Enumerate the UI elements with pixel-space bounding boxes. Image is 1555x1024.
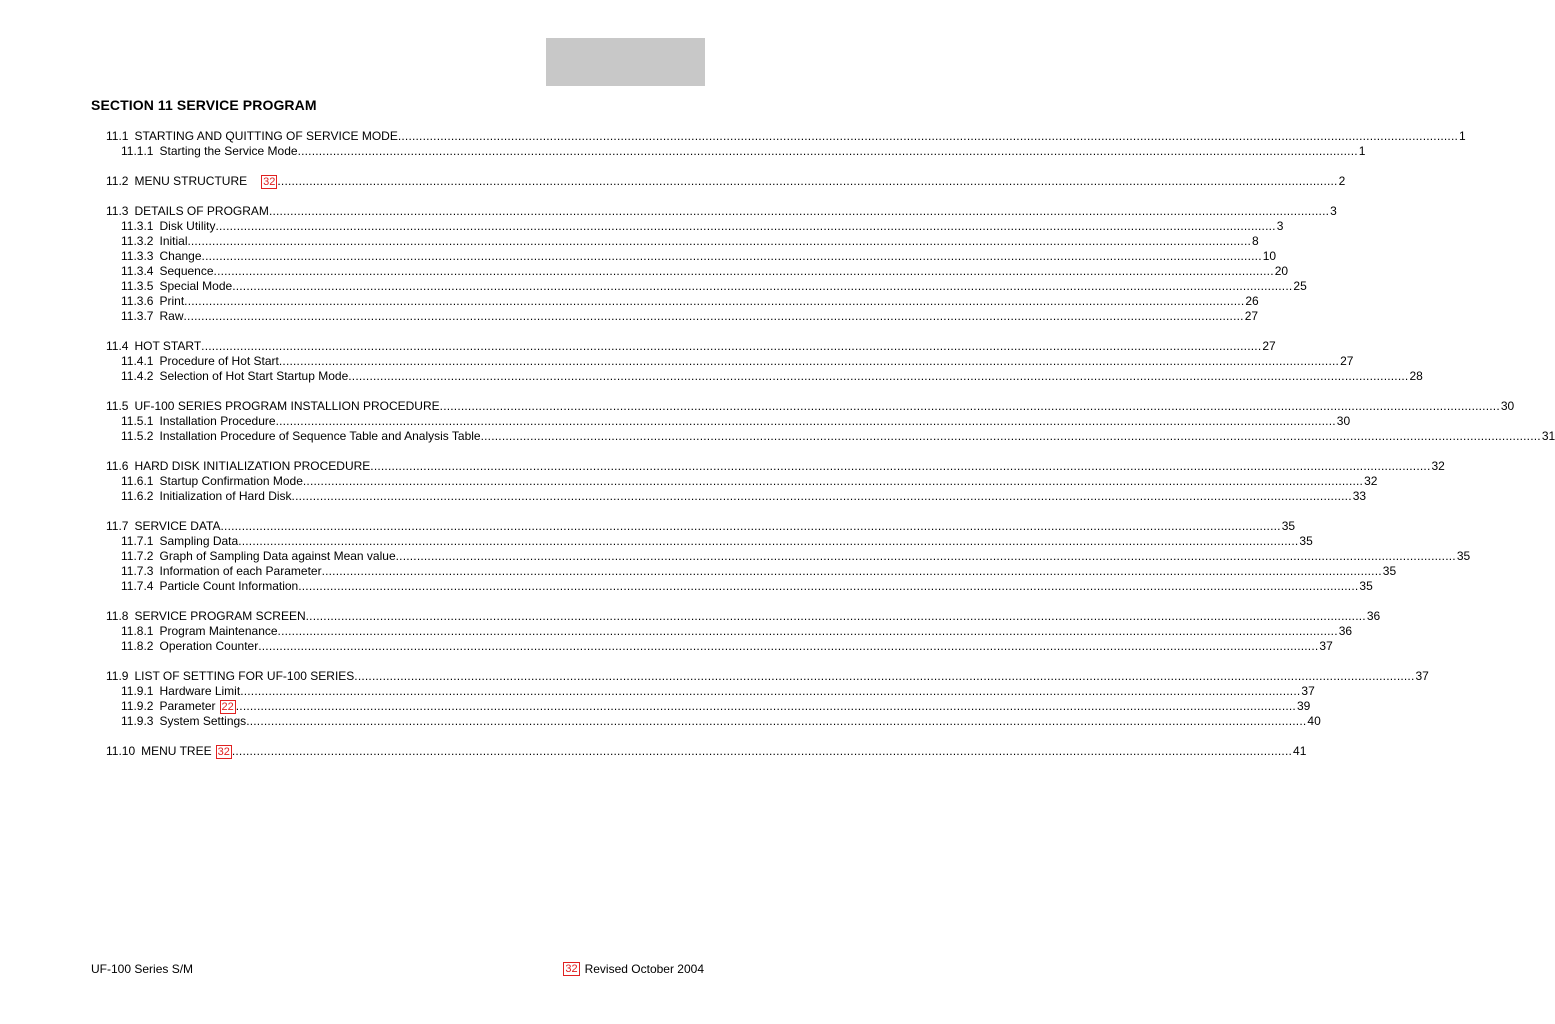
toc-dot-leader: ............................................................................................................................................................................................................................................................................................................ <box>291 489 1352 503</box>
toc-entry-number: 11.10 <box>106 744 136 758</box>
footer-revision <box>563 962 704 976</box>
toc-dot-leader: ............................................................................................................................................................................................................................................................................................................ <box>184 294 1245 308</box>
toc-dot-leader: ............................................................................................................................................................................................................................................................................................................ <box>370 459 1431 473</box>
toc-entry-number: 11.6.1 <box>121 474 154 488</box>
toc-entry-title: Parameter <box>159 699 216 713</box>
toc-entry-number: 11.8 <box>106 609 129 623</box>
toc-entry-number: 11.3 <box>106 204 129 218</box>
toc-subsection-entry <box>121 534 1313 549</box>
toc-entry-title: Starting the Service Mode <box>159 144 298 158</box>
toc-group <box>0 609 1381 654</box>
toc-section-entry <box>106 459 1445 474</box>
toc-dot-leader: ............................................................................................................................................................................................................................................................................................................ <box>215 219 1276 233</box>
toc-group <box>0 669 1429 729</box>
toc-subsection-entry <box>121 264 1289 279</box>
toc-page-number: 37 <box>1415 669 1429 683</box>
toc-page-number: 35 <box>1456 549 1471 563</box>
toc-group <box>0 459 1445 504</box>
toc-entry-title: DETAILS OF PROGRAM <box>134 204 269 218</box>
toc-entry-title: STARTING AND QUITTING OF SERVICE MODE <box>134 129 398 143</box>
toc-page-number: 39 <box>1296 699 1311 713</box>
revision-mark: 32 <box>263 176 276 188</box>
toc-entry-number: 11.4 <box>106 339 129 353</box>
toc-subsection-entry <box>121 144 1366 159</box>
toc-subsection-entry <box>121 564 1397 579</box>
toc-entry-title: Initialization of Hard Disk <box>159 489 292 503</box>
toc-entry-title: LIST OF SETTING FOR UF-100 SERIES <box>134 669 355 683</box>
toc-dot-leader: ............................................................................................................................................................................................................................................................................................................ <box>201 339 1262 353</box>
toc-page-number: 30 <box>1336 414 1351 428</box>
toc-entry-title: UF-100 SERIES PROGRAM INSTALLION PROCEDURE <box>134 399 440 413</box>
toc-entry-number: 11.5.2 <box>121 429 154 443</box>
toc-subsection-entry <box>121 579 1373 594</box>
toc-section-entry <box>106 129 1466 144</box>
toc-dot-leader: ............................................................................................................................................................................................................................................................................................................ <box>439 399 1500 413</box>
toc-entry-number: 11.3.7 <box>121 309 154 323</box>
toc-entry-title: Procedure of Hot Start <box>159 354 279 368</box>
toc-dot-leader: ............................................................................................................................................................................................................................................................................................................ <box>201 249 1262 263</box>
toc-dot-leader: ............................................................................................................................................................................................................................................................................................................ <box>190 234 1252 248</box>
toc-section-entry <box>106 174 1346 189</box>
toc-entry-title: Particle Count Information <box>159 579 299 593</box>
toc-page-number: 35 <box>1359 579 1373 593</box>
revision-mark: 32 <box>217 746 230 758</box>
toc-page-number: 3 <box>1330 204 1337 218</box>
toc-entry-number: 11.1.1 <box>121 144 154 158</box>
toc-entry-title: Sequence <box>159 264 214 278</box>
toc-page-number: 36 <box>1338 624 1353 638</box>
toc-entry-number: 11.3.2 <box>121 234 154 248</box>
toc-section-entry <box>106 339 1276 354</box>
toc-entry-title: Operation Counter <box>159 639 259 653</box>
toc-entry-number: 11.7.4 <box>121 579 154 593</box>
toc-subsection-entry <box>121 474 1378 489</box>
toc-page-number: 31 <box>1541 429 1555 443</box>
revision-mark: 32 <box>565 963 578 975</box>
toc-subsection-entry <box>121 714 1321 729</box>
toc-group <box>0 204 1337 324</box>
toc-page-number: 8 <box>1252 234 1259 248</box>
toc-dot-leader: ............................................................................................................................................................................................................................................................................................................ <box>238 534 1299 548</box>
toc-page-number: 25 <box>1293 279 1307 293</box>
toc-page-number: 37 <box>1301 684 1315 698</box>
toc-page-number: 20 <box>1274 264 1289 278</box>
toc-page-number: 37 <box>1319 639 1333 653</box>
toc-entry-number: 11.3.4 <box>121 264 154 278</box>
toc-page-number: 10 <box>1262 249 1277 263</box>
toc-page-number: 32 <box>1431 459 1445 473</box>
toc-entry-title: Startup Confirmation Mode <box>159 474 303 488</box>
toc-entry-title: Print <box>159 294 185 308</box>
toc-dot-leader: ............................................................................................................................................................................................................................................................................................................ <box>305 609 1366 623</box>
toc-entry-number: 11.9 <box>106 669 129 683</box>
toc-group <box>0 339 1423 384</box>
toc-subsection-entry <box>121 429 1555 444</box>
toc-section-entry <box>106 669 1429 684</box>
toc-entry-number: 11.6.2 <box>121 489 154 503</box>
toc-dot-leader: ............................................................................................................................................................................................................................................................................................................ <box>246 714 1307 728</box>
toc-dot-leader: ............................................................................................................................................................................................................................................................................................................ <box>348 369 1409 383</box>
toc-entry-title: HARD DISK INITIALIZATION PROCEDURE <box>134 459 371 473</box>
toc-entry-number: 11.5.1 <box>121 414 154 428</box>
toc-group <box>0 519 1471 594</box>
toc-entry-title: Graph of Sampling Data against Mean value <box>159 549 396 563</box>
section-title: SECTION 11 SERVICE PROGRAM <box>91 97 317 113</box>
toc-group <box>0 399 1555 444</box>
toc-entry-title: Special Mode <box>159 279 233 293</box>
toc-page-number: 35 <box>1382 564 1397 578</box>
toc-page-number: 33 <box>1352 489 1367 503</box>
toc-group <box>0 744 1307 759</box>
toc-page-number: 27 <box>1340 354 1354 368</box>
toc-dot-leader: ............................................................................................................................................................................................................................................................................................................ <box>213 264 1274 278</box>
toc-entry-number: 11.9.1 <box>121 684 154 698</box>
toc-entry-number: 11.1 <box>106 129 129 143</box>
toc-entry-title: Raw <box>159 309 184 323</box>
toc-dot-leader: ............................................................................................................................................................................................................................................................................................................ <box>183 309 1244 323</box>
toc-dot-leader: ............................................................................................................................................................................................................................................................................................................ <box>302 474 1364 488</box>
toc-page-number: 1 <box>1459 129 1466 143</box>
revision-mark: 22 <box>221 701 234 713</box>
toc-entry-title: System Settings <box>159 714 247 728</box>
toc-entry-title: SERVICE PROGRAM SCREEN <box>134 609 306 623</box>
toc-entry-title: Initial. <box>159 234 191 248</box>
toc-dot-leader: ............................................................................................................................................................................................................................................................................................................ <box>277 174 1338 188</box>
toc-dot-leader: ............................................................................................................................................................................................................................................................................................................ <box>397 129 1459 143</box>
toc-entry-number: 11.7.3 <box>121 564 154 578</box>
toc-subsection-entry <box>121 414 1351 429</box>
toc-entry-number: 11.9.3 <box>121 714 154 728</box>
table-of-contents <box>0 129 1555 774</box>
toc-section-entry <box>106 609 1381 624</box>
toc-section-entry <box>106 519 1296 534</box>
toc-entry-title: HOT START <box>134 339 202 353</box>
toc-entry-title: MENU TREE <box>141 744 212 758</box>
toc-subsection-entry <box>121 294 1259 309</box>
toc-page-number: 32 <box>1364 474 1378 488</box>
toc-subsection-entry <box>121 624 1353 639</box>
toc-entry-number: 11.9.2 <box>121 699 154 713</box>
toc-dot-leader: ............................................................................................................................................................................................................................................................................................................ <box>354 669 1415 683</box>
toc-subsection-entry <box>121 684 1315 699</box>
toc-subsection-entry <box>121 309 1259 324</box>
toc-entry-title: SERVICE DATA <box>134 519 221 533</box>
toc-entry-number: 11.6 <box>106 459 129 473</box>
toc-page-number: 35 <box>1299 534 1313 548</box>
toc-dot-leader: ............................................................................................................................................................................................................................................................................................................ <box>278 354 1340 368</box>
toc-page-number: 41 <box>1293 744 1307 758</box>
toc-subsection-entry <box>121 489 1367 504</box>
toc-entry-title: Installation Procedure <box>159 414 276 428</box>
toc-entry-number: 11.5 <box>106 399 129 413</box>
toc-subsection-entry <box>121 219 1284 234</box>
footer-document-name: UF-100 Series S/M <box>91 962 194 976</box>
toc-page-number: 3 <box>1276 219 1284 233</box>
toc-section-entry <box>106 744 1307 759</box>
toc-subsection-entry <box>121 234 1259 249</box>
toc-dot-leader: ............................................................................................................................................................................................................................................................................................................ <box>297 144 1358 158</box>
toc-group <box>0 129 1466 159</box>
toc-entry-title: Change <box>159 249 202 263</box>
toc-page-number: 40 <box>1307 714 1321 728</box>
toc-dot-leader: ............................................................................................................................................................................................................................................................................................................ <box>258 639 1319 653</box>
toc-subsection-entry <box>121 279 1307 294</box>
toc-dot-leader: ............................................................................................................................................................................................................................................................................................................ <box>480 429 1541 443</box>
toc-entry-title: Disk Utility <box>159 219 216 233</box>
toc-entry-title: Selection of Hot Start Startup Mode <box>159 369 349 383</box>
toc-entry-number: 11.8.1 <box>121 624 154 638</box>
toc-page-number: 27 <box>1262 339 1276 353</box>
toc-dot-leader: ............................................................................................................................................................................................................................................................................................................ <box>231 744 1293 758</box>
toc-entry-number: 11.3.3 <box>121 249 154 263</box>
toc-subsection-entry <box>121 699 1311 714</box>
toc-entry-title: Installation Procedure of Sequence Table and Analysis Table <box>159 429 481 443</box>
toc-dot-leader: ............................................................................................................................................................................................................................................................................................................ <box>240 684 1301 698</box>
toc-dot-leader: ............................................................................................................................................................................................................................................................................................................ <box>232 279 1293 293</box>
toc-entry-number: 11.7.1 <box>121 534 154 548</box>
toc-dot-leader: ............................................................................................................................................................................................................................................................................................................ <box>235 699 1296 713</box>
toc-entry-number: 11.3.6 <box>121 294 154 308</box>
toc-page-number: 28 <box>1409 369 1423 383</box>
toc-entry-title: MENU STRUCTURE <box>134 174 248 188</box>
toc-entry-number: 11.3.5 <box>121 279 154 293</box>
toc-entry-number: 11.4.2 <box>121 369 154 383</box>
toc-group <box>0 174 1346 189</box>
toc-dot-leader: ............................................................................................................................................................................................................................................................................................................ <box>395 549 1456 563</box>
toc-page-number: 30 <box>1500 399 1515 413</box>
toc-entry-title: Hardware Limit <box>159 684 241 698</box>
toc-subsection-entry <box>121 549 1471 564</box>
toc-dot-leader: ............................................................................................................................................................................................................................................................................................................ <box>220 519 1281 533</box>
toc-dot-leader: ............................................................................................................................................................................................................................................................................................................ <box>321 564 1382 578</box>
toc-page-number: 1 <box>1358 144 1366 158</box>
toc-entry-number: 11.4.1 <box>121 354 154 368</box>
toc-entry-number: 11.3.1 <box>121 219 154 233</box>
footer-revision-date: Revised October 2004 <box>584 962 704 976</box>
header-gray-box <box>546 38 705 86</box>
toc-subsection-entry <box>121 639 1333 654</box>
toc-subsection-entry <box>121 249 1277 264</box>
toc-dot-leader: ............................................................................................................................................................................................................................................................................................................ <box>275 414 1336 428</box>
toc-page-number: 27 <box>1244 309 1259 323</box>
toc-page-number: 36 <box>1366 609 1381 623</box>
toc-page-number: 35 <box>1281 519 1296 533</box>
toc-entry-title: Program Maintenance <box>159 624 278 638</box>
toc-section-entry <box>106 204 1337 219</box>
toc-entry-title: Sampling Data <box>159 534 239 548</box>
toc-page-number: 26 <box>1245 294 1259 308</box>
toc-entry-number: 11.8.2 <box>121 639 154 653</box>
toc-subsection-entry <box>121 354 1354 369</box>
toc-dot-leader: ............................................................................................................................................................................................................................................................................................................ <box>268 204 1330 218</box>
toc-entry-number: 11.7 <box>106 519 129 533</box>
toc-dot-leader: ............................................................................................................................................................................................................................................................................................................ <box>298 579 1359 593</box>
toc-section-entry <box>106 399 1515 414</box>
toc-entry-number: 11.2 <box>106 174 129 188</box>
toc-entry-title: Information of each Parameter <box>159 564 322 578</box>
toc-page-number: 2 <box>1338 174 1346 188</box>
toc-subsection-entry <box>121 369 1423 384</box>
toc-entry-number: 11.7.2 <box>121 549 154 563</box>
toc-dot-leader: ............................................................................................................................................................................................................................................................................................................ <box>277 624 1338 638</box>
